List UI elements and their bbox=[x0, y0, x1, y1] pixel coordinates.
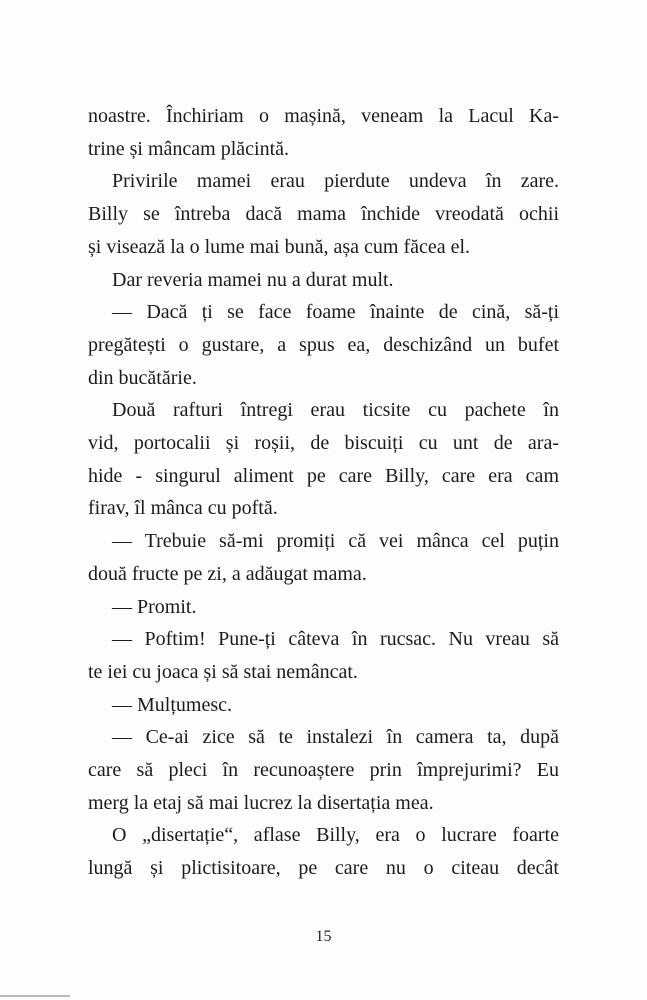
text-line: — Promit. bbox=[112, 595, 197, 618]
paragraph-4 bbox=[88, 296, 559, 394]
text-line: lungă și plictisitoare, pe care nu o citeau decât bbox=[88, 857, 559, 880]
text-line: — Poftim! Pune-ți câteva în rucsac. Nu vreau să bbox=[112, 628, 559, 651]
text-line: — Dacă ți se face foame înainte de cină, să-ți bbox=[112, 301, 559, 324]
paragraph-1 bbox=[88, 100, 559, 165]
text-line: două fructe pe zi, a adăugat mama. bbox=[88, 562, 367, 585]
page-number: 15 bbox=[315, 928, 332, 945]
text-line: — Trebuie să-mi promiți că vei mânca cel puțin bbox=[112, 530, 559, 553]
text-line: și visează la o lume mai bună, așa cum făcea el. bbox=[88, 235, 471, 258]
text-line: Dar reveria mamei nu a durat mult. bbox=[112, 268, 394, 291]
text-line: firav, îl mânca cu poftă. bbox=[88, 497, 278, 520]
paragraph-7 bbox=[88, 591, 559, 624]
paragraph-11 bbox=[88, 819, 559, 884]
text-line: din bucătărie. bbox=[88, 366, 197, 389]
paragraph-6 bbox=[88, 525, 559, 590]
text-line: noastre. Închiriam o mașină, veneam la Lacul Ka- bbox=[88, 105, 559, 127]
text-line: pregătești o gustare, a spus ea, deschizând un bufet bbox=[88, 333, 559, 356]
text-line: care să pleci în recunoaștere prin împrejurimi? Eu bbox=[88, 759, 559, 782]
paragraph-10 bbox=[88, 721, 559, 819]
paragraph-5 bbox=[88, 394, 559, 525]
paragraph-3 bbox=[88, 264, 559, 297]
text-line: trine și mâncam plăcintă. bbox=[88, 137, 290, 160]
paragraph-2 bbox=[88, 165, 559, 263]
text-line: — Ce-ai zice să te instalezi în camera ta, după bbox=[112, 726, 559, 749]
body-text bbox=[88, 100, 559, 885]
text-line: — Mulțumesc. bbox=[112, 693, 232, 716]
text-line: Două rafturi întregi erau ticsite cu pachete în bbox=[112, 399, 559, 422]
text-line: Billy se întreba dacă mama închide vreodată ochii bbox=[88, 203, 559, 226]
text-line: te iei cu joaca și să stai nemâncat. bbox=[88, 660, 358, 683]
text-line: vid, portocalii și roșii, de biscuiți cu unt de ara- bbox=[88, 432, 559, 455]
text-line: Privirile mamei erau pierdute undeva în zare. bbox=[112, 170, 559, 193]
paragraph-8 bbox=[88, 623, 559, 688]
text-line: merg la etaj să mai lucrez la disertația mea. bbox=[88, 791, 434, 814]
scan-edge-rule bbox=[0, 995, 70, 997]
text-line: O „disertație“, aflase Billy, era o lucrare foarte bbox=[112, 824, 559, 847]
text-line: hide - singurul aliment pe care Billy, care era cam bbox=[88, 464, 559, 487]
paragraph-9 bbox=[88, 689, 559, 722]
